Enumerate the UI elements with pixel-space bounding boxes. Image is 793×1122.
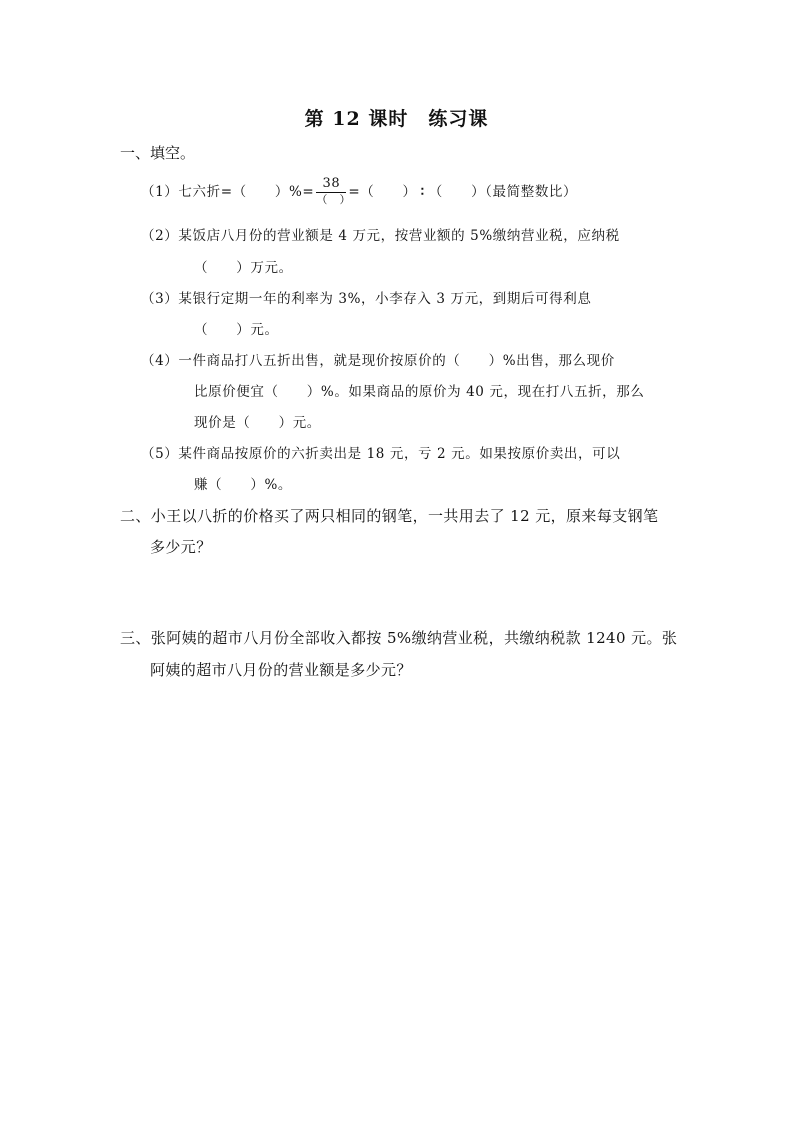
section-2-line-1: 二、小王以八折的价格买了两只相同的钢笔，一共用去了 12 元，原来每支钢笔 — [120, 507, 659, 525]
section-3-line-1: 三、张阿姨的超市八月份全部收入都按 5%缴纳营业税，共缴纳税款 1240 元。张 — [120, 629, 678, 647]
question-3-line-1: （3）某银行定期一年的利率为 3%，小李存入 3 万元，到期后可得利息 — [141, 291, 592, 307]
question-4-line-3: 现价是（ ）元。 — [194, 415, 321, 431]
question-4-line-2: 比原价便宜（ ）%。如果商品的原价为 40 元，现在打八五折，那么 — [194, 384, 645, 400]
q1-suffix: （ ）（最简整数比） — [428, 184, 578, 200]
section-1-heading: 一、填空。 — [120, 144, 196, 162]
fraction — [316, 176, 352, 206]
fraction-denominator: （ ） — [316, 193, 352, 206]
question-5-line-1: （5）某件商品按原价的六折卖出是 18 元，亏 2 元。如果按原价卖出，可以 — [141, 446, 621, 462]
section-2-line-2: 多少元？ — [150, 538, 212, 556]
fraction-numerator: 38 — [316, 177, 346, 193]
q1-prefix: （1）七六折=（ ）%= — [141, 184, 315, 200]
question-3-line-2: （ ）元。 — [194, 322, 279, 338]
ratio-colon: ∶ — [420, 184, 425, 200]
question-2-line-2: （ ）万元。 — [194, 260, 293, 276]
question-4-line-1: （4）一件商品打八五折出售，就是现价按原价的（ ）%出售，那么现价 — [141, 353, 615, 369]
q1-middle: =（ ） — [348, 184, 417, 200]
section-3-line-2: 阿姨的超市八月份的营业额是多少元？ — [150, 661, 412, 679]
page-title: 第 12 课时 练习课 — [304, 108, 489, 130]
question-1 — [141, 178, 577, 207]
question-2-line-1: （2）某饭店八月份的营业额是 4 万元，按营业额的 5%缴纳营业税，应纳税 — [141, 228, 620, 244]
question-5-line-2: 赚（ ）%。 — [194, 477, 293, 493]
